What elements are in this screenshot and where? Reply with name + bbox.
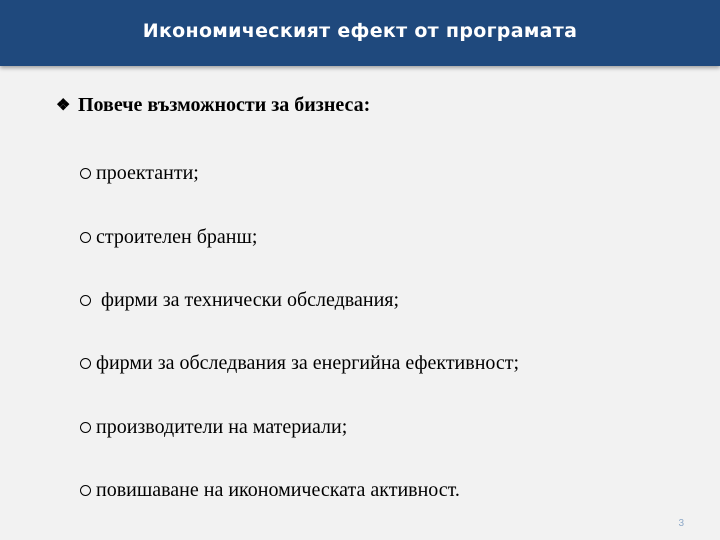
list-item	[80, 416, 347, 439]
list-item	[80, 162, 199, 185]
diamond-bullet-icon: ❖	[56, 96, 71, 114]
circle-bullet-icon	[80, 485, 91, 496]
list-item	[80, 289, 399, 312]
list-item-label: проектанти;	[96, 162, 199, 184]
circle-bullet-icon	[80, 358, 91, 369]
list-item	[80, 226, 257, 249]
circle-bullet-icon	[80, 168, 91, 179]
list-item-label: фирми за технически обследвания;	[96, 289, 400, 311]
list-item-label: повишаване на икономическата активност.	[96, 479, 460, 501]
list-item-label: производители на материали;	[96, 416, 348, 438]
list-item	[80, 479, 460, 502]
list-item-label: фирми за обследвания за енергийна ефективност;	[96, 352, 520, 374]
slide-title: Икономическият ефект от програмата	[142, 20, 578, 42]
circle-bullet-icon	[80, 422, 91, 433]
list-item-label: строителен бранш;	[96, 226, 258, 248]
circle-bullet-icon	[80, 295, 91, 306]
main-bullet	[56, 94, 370, 117]
page-number: 3	[678, 518, 684, 529]
list-item	[80, 352, 519, 375]
circle-bullet-icon	[80, 232, 91, 243]
main-bullet-label: Повече възможности за бизнеса:	[78, 94, 371, 116]
slide-header	[0, 0, 720, 66]
